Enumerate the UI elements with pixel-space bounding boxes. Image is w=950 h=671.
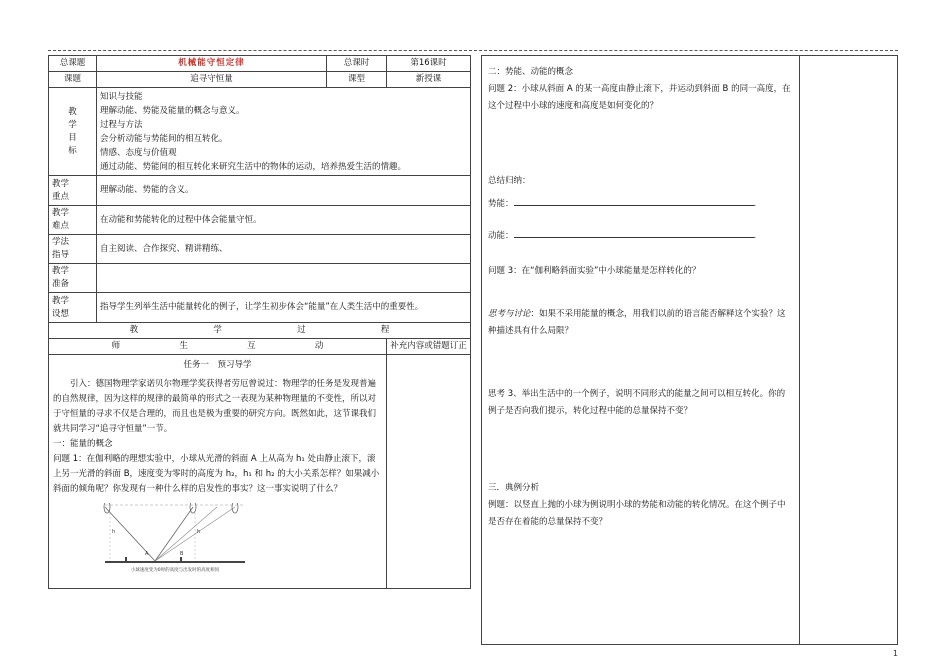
interaction-char: 动 bbox=[314, 341, 324, 351]
objectives-label bbox=[49, 88, 97, 176]
objectives-content bbox=[97, 88, 471, 176]
kinetic-line bbox=[488, 228, 793, 245]
page-top-dashed-line bbox=[48, 50, 898, 51]
topic-value: 追寻守恒量 bbox=[97, 72, 327, 88]
objective-line: 会分析动能与势能间的相互转化。 bbox=[100, 133, 228, 144]
potential-period: . bbox=[753, 199, 757, 209]
prep-label bbox=[49, 264, 97, 293]
think3: 思考 3、举出生活中的一个例子，说明不同形式的能量之间可以相互转化。你的例子是否向我们提示，转化过程中能的总量保持不变？ bbox=[488, 389, 786, 416]
objective-line: 理解动能、势能及能量的概念与意义。 bbox=[100, 105, 245, 116]
interaction-header bbox=[49, 339, 387, 355]
total-topic-label: 总课题 bbox=[49, 56, 97, 72]
diagram-label-b: B bbox=[180, 551, 184, 557]
task1-content bbox=[49, 355, 386, 575]
page-number: 1 bbox=[892, 649, 898, 658]
process-char: 程 bbox=[380, 325, 390, 335]
supplement-header: 补充内容或错题订正 bbox=[387, 339, 471, 355]
potential-blank bbox=[514, 196, 754, 206]
design-text: 指导学生列举生活中能量转化的例子，让学生初步体会“能量”在人类生活中的重要性。 bbox=[97, 293, 471, 323]
total-hours-label: 总课时 bbox=[327, 56, 387, 72]
topic-label: 课题 bbox=[49, 72, 97, 88]
task1-intro: 引入：德国物理学家诺贝尔物理学奖获得者劳厄曾说过：物理学的任务是发现普遍的自然规律，因为这样的规律的最简单的形式之一表现为某种物理量的不变性，所以对于守恒量的寻求不仅是合理的，而且也是极为重要的研究方向。既然如此，这节课我们就共同学习“追寻守恒量”一节。 bbox=[53, 379, 377, 434]
method-label-line: 学法 bbox=[52, 237, 70, 247]
difficulty-label bbox=[49, 206, 97, 235]
task1-title: 任务一 预习导学 bbox=[183, 360, 252, 370]
interaction-char: 生 bbox=[179, 341, 188, 351]
section3-heading: 三．典例分析 bbox=[488, 483, 540, 493]
example-question: 例题：以竖直上抛的小球为例说明小球的势能和动能的转化情况。在这个例子中是否存在着能的总量保持不变？ bbox=[488, 500, 786, 527]
difficulty-text: 在动能和势能转化的过程中体会能量守恒。 bbox=[97, 206, 471, 235]
diagram-label-a: A bbox=[145, 551, 149, 557]
objectives-label-char: 教 bbox=[68, 106, 77, 117]
objective-line: 通过动能、势能间的相互转化来研究生活中的物体的运动，培养热爱生活的情趣。 bbox=[100, 161, 407, 172]
method-label bbox=[49, 235, 97, 264]
design-label bbox=[49, 293, 97, 323]
process-char: 过 bbox=[297, 325, 306, 335]
objective-line: 知识与技能 bbox=[100, 91, 143, 102]
right-column-box bbox=[481, 55, 898, 645]
prep-label-line: 教学 bbox=[52, 266, 70, 276]
objectives-label-char: 目 bbox=[68, 132, 77, 143]
key-point-label bbox=[49, 176, 97, 206]
potential-label: 势能： bbox=[488, 199, 514, 209]
design-label-line: 教学 bbox=[52, 295, 70, 306]
supplement-cell bbox=[387, 355, 471, 589]
key-point-label-line: 重点 bbox=[52, 191, 70, 202]
key-point-text: 理解动能、势能的含义。 bbox=[97, 176, 471, 206]
think-discuss bbox=[488, 306, 793, 340]
kinetic-blank bbox=[514, 228, 754, 238]
method-text: 自主阅读、合作探究、精讲精练、 bbox=[97, 235, 471, 264]
galileo-incline-diagram bbox=[95, 503, 255, 573]
lesson-number: 第16课时 bbox=[387, 56, 471, 72]
think-text: ：如果不采用能量的概念，用我们以前的语言能否解释这个实验？这种描述具有什么局限？ bbox=[488, 309, 786, 336]
summary-label: 总结归纳： bbox=[488, 176, 531, 186]
question2: 问题 2：小球从斜面 A 的某一高度由静止滚下，并运动到斜面 B 的同一高度，在这个过程中小球的速度和高度是如何变化的？ bbox=[488, 84, 791, 111]
method-label-line: 指导 bbox=[52, 250, 70, 260]
diagram-label-h2: h bbox=[197, 529, 201, 535]
task1-cell bbox=[49, 355, 387, 589]
interaction-char: 互 bbox=[247, 341, 256, 351]
question1: 问题 1：在伽利略的理想实验中，小球从光滑的斜面 A 上从高为 h₁ 处由静止滚下，滚上另一光滑的斜面 B，速度变为零时的高度为 h₂，h₁ 和 h₂ 的大小关系怎样？如果减小斜面的倾角呢？你发现有一种什么样的启发性的事实？这一事实说明了什么？ bbox=[53, 454, 380, 494]
question3: 问题 3：在“伽利略斜面实验”中小球能量是怎样转化的？ bbox=[488, 266, 701, 276]
potential-line bbox=[488, 196, 793, 213]
diagram-label-h: h bbox=[112, 529, 116, 535]
objectives-label-char: 学 bbox=[68, 119, 77, 130]
difficulty-label-line: 教学 bbox=[52, 208, 70, 218]
objective-line: 过程与方法 bbox=[100, 119, 143, 130]
lesson-plan-table bbox=[48, 55, 471, 589]
difficulty-label-line: 难点 bbox=[52, 221, 70, 231]
section1-heading: 一：能量的概念 bbox=[53, 439, 113, 449]
objectives-label-char: 标 bbox=[68, 145, 77, 156]
process-char: 教 bbox=[129, 325, 139, 335]
key-point-label-line: 教学 bbox=[52, 178, 70, 189]
prep-label-line: 准备 bbox=[52, 279, 70, 289]
kinetic-label: 动能： bbox=[488, 231, 514, 241]
right-main-content bbox=[482, 56, 800, 644]
prep-text bbox=[97, 264, 471, 293]
think-label: 思考与讨论 bbox=[488, 309, 531, 319]
diagram-caption: 小球速度变为0时的高度与出发时的高度相同 bbox=[130, 568, 220, 573]
total-topic-title: 机械能守恒定律 bbox=[97, 56, 327, 72]
interaction-char: 师 bbox=[111, 341, 121, 351]
design-label-line: 设想 bbox=[52, 308, 70, 319]
kinetic-period: . bbox=[753, 231, 757, 241]
process-char: 学 bbox=[213, 325, 222, 335]
type-value: 新授课 bbox=[387, 72, 471, 88]
section2-heading: 二：势能、动能的概念 bbox=[488, 67, 574, 77]
type-label: 课型 bbox=[327, 72, 387, 88]
objective-line: 情感、态度与价值观 bbox=[100, 147, 177, 158]
process-header-row bbox=[49, 323, 471, 339]
